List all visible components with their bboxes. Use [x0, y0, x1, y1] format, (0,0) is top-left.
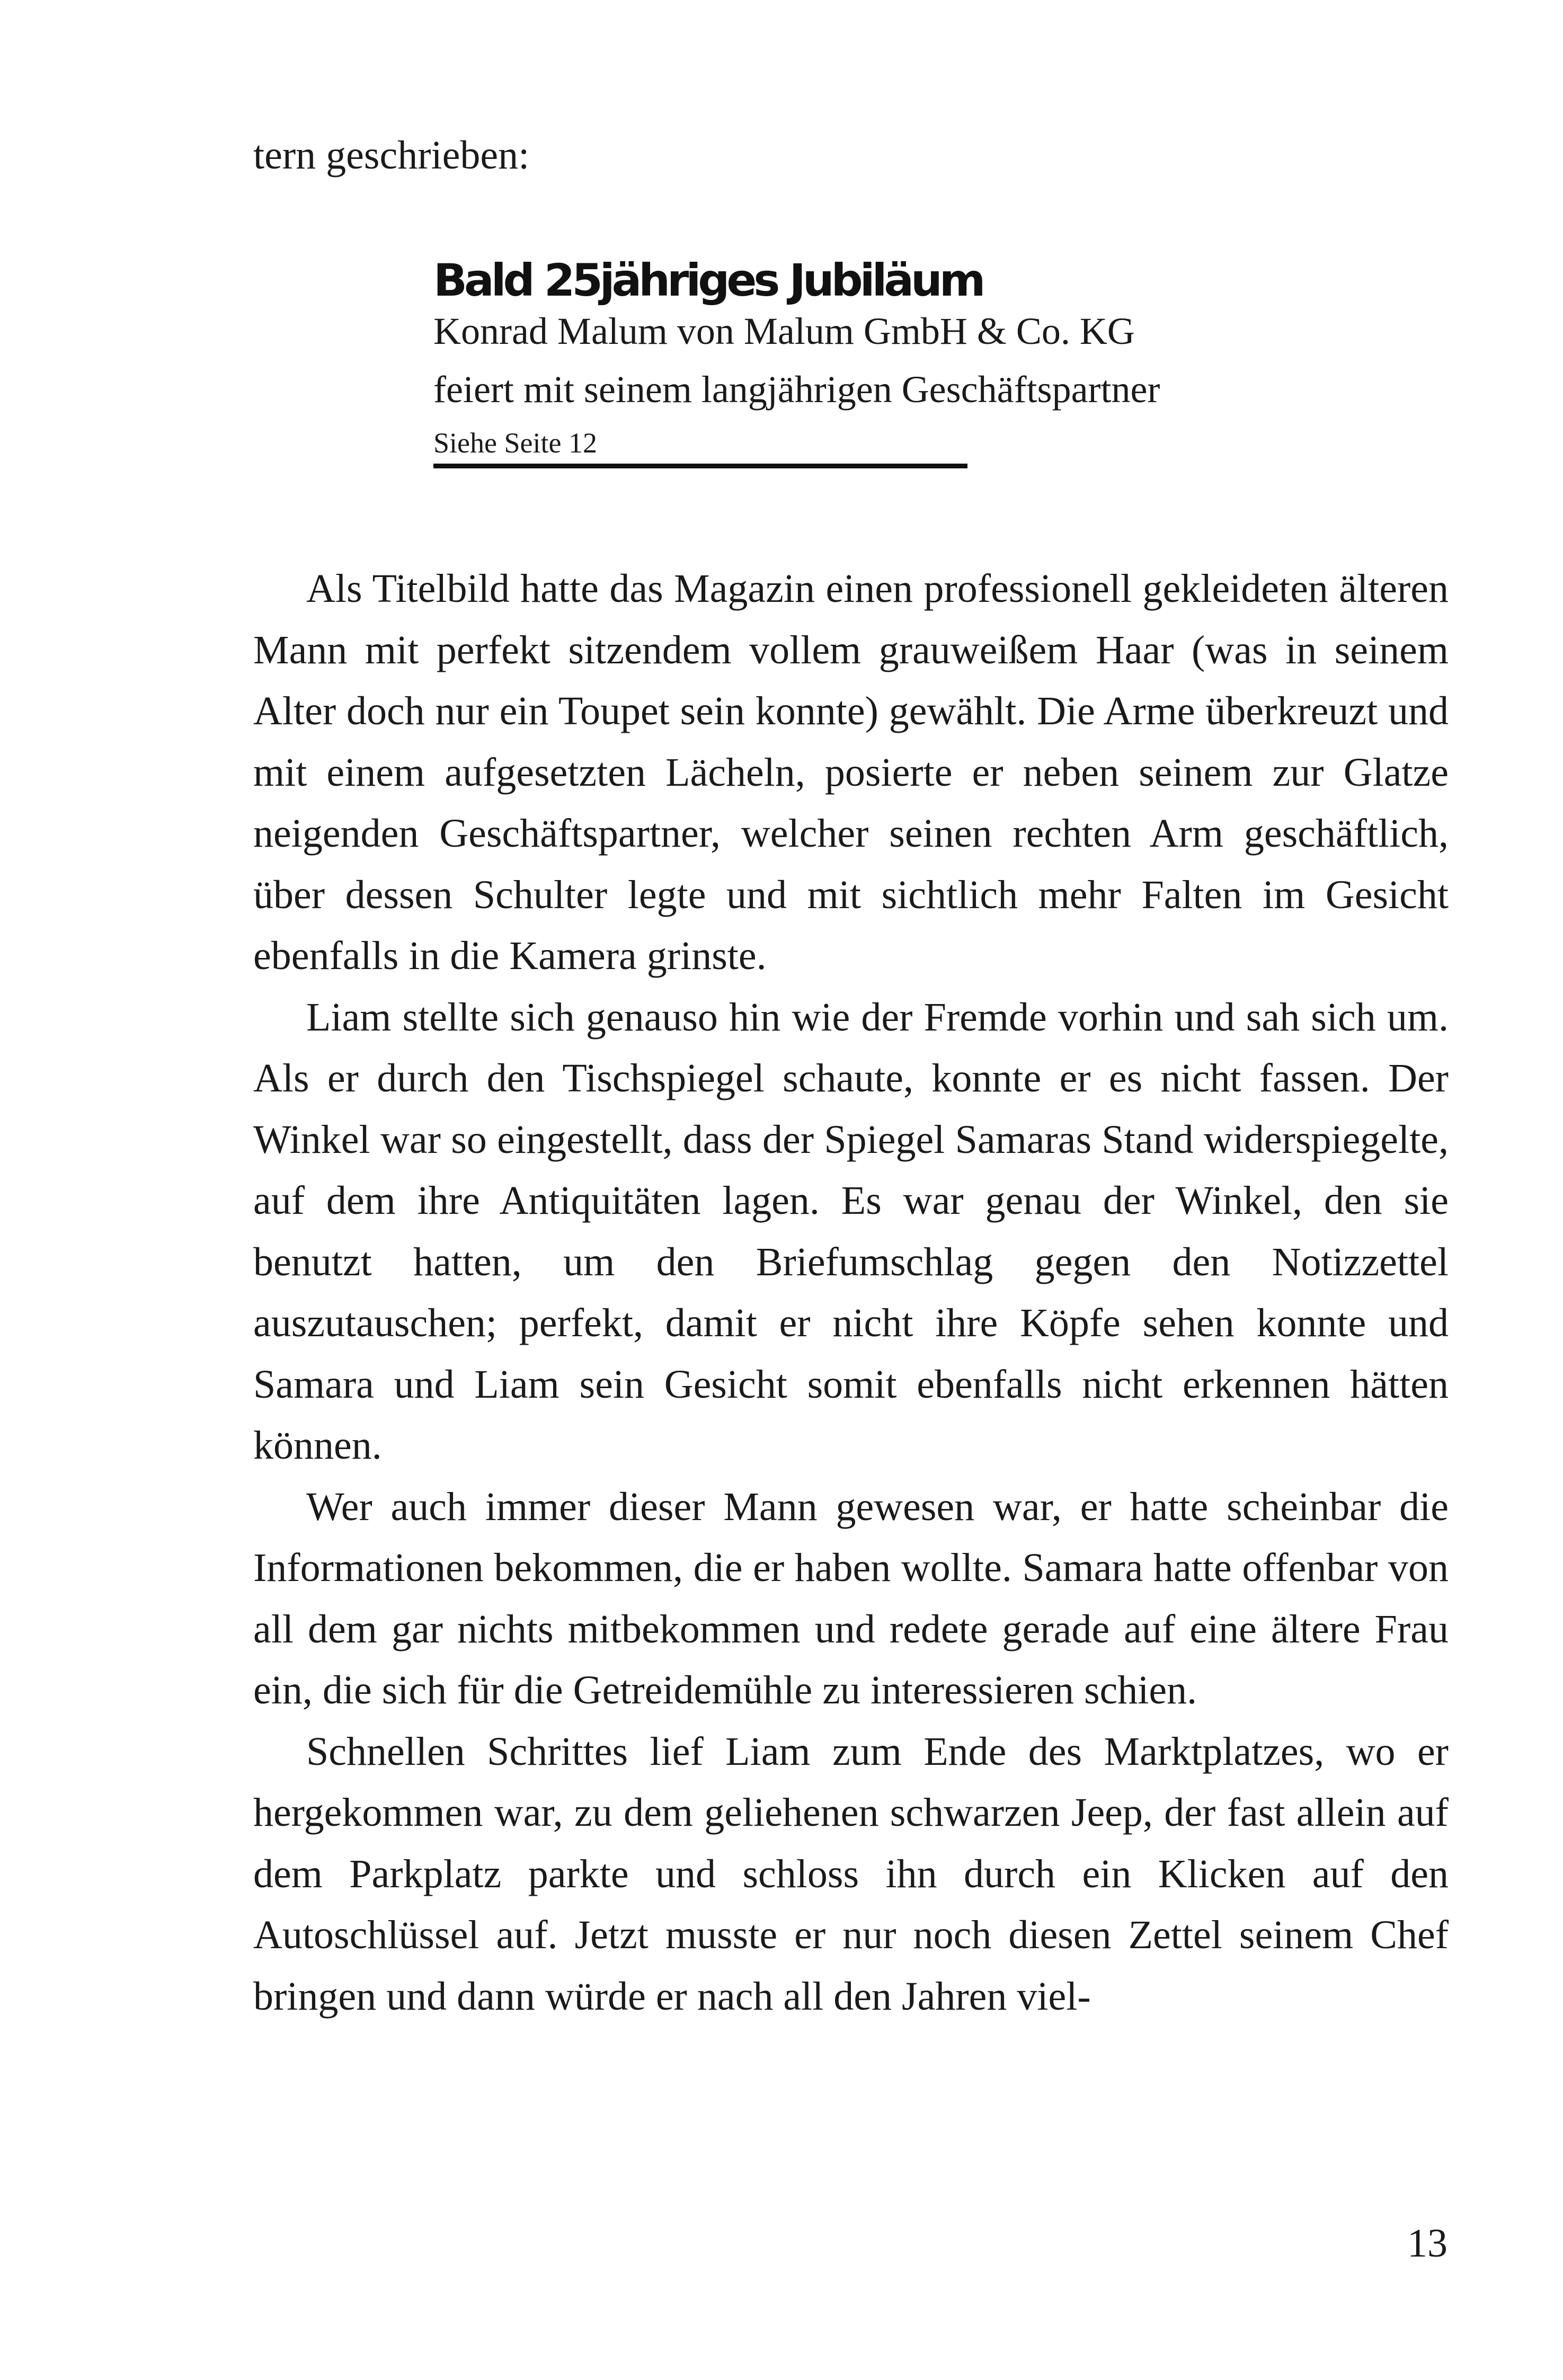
paragraph: Als Titelbild hatte das Magazin einen professionell gekleideten älteren Mann mit perfekt sitzendem vollem grauweißem Haar (was in seinem Alter doch nur ein Toupet sein konnte) gewählt. Die Arme überkreuzt und mit einem aufgesetzten Lächeln, posierte er neben seinem zur Glatze neigenden Geschäftspartner, welcher seinen rechten Arm geschäftlich, über dessen Schulter legte und mit sichtlich mehr Falten im Gesicht ebenfalls in die Kamera grinste. — [253, 566, 1449, 978]
paragraph: Wer auch immer dieser Mann gewesen war, er hatte scheinbar die Informationen bekommen, die er haben wollte. Samara hatte offenbar von all dem gar nichts mitbekommen und redete gerade auf eine ältere Frau ein, die sich für die Getreidemühle zu interessieren schien. — [253, 1484, 1449, 1712]
clipping-subline-1: Konrad Malum von Malum GmbH & Co. KG — [433, 310, 1135, 352]
paragraph: Liam stellte sich genauso hin wie der Fremde vorhin und sah sich um. Als er durch den Tischspiegel schaute, konnte er es nicht fassen. Der Winkel war so eingestellt, dass der Spiegel Samaras Stand widerspiegelte, auf dem ihre Antiquitäten lagen. Es war genau der Winkel, den sie benutzt hatten, um den Briefumschlag gegen den Notizzettel auszutauschen; perfekt, damit er nicht ihre Köpfe sehen konnte und Samara und Liam sein Gesicht somit ebenfalls nicht erkennen hätten können. — [253, 994, 1449, 1468]
page-number: 13 — [1407, 2221, 1447, 2266]
newspaper-clipping — [433, 254, 1281, 468]
continuation-line: tern geschrieben: — [253, 133, 530, 177]
clipping-page-reference: Siehe Seite 12 — [433, 427, 597, 459]
paragraph: Schnellen Schrittes lief Liam zum Ende des Marktplatzes, wo er hergekommen war, zu dem geliehenen schwarzen Jeep, der fast allein auf dem Parkplatz parkte und schloss ihn durch ein Klicken auf den Autoschlüssel auf. Jetzt musste er nur noch diesen Zettel seinem Chef bringen und dann würde er nach all den Jahren viel- — [253, 1729, 1449, 2019]
clipping-underline-rule — [433, 464, 967, 468]
clipping-headline: Bald 25jähriges Jubiläum — [433, 254, 983, 306]
body-text — [253, 558, 1449, 2027]
clipping-subline-2: feiert mit seinem langjährigen Geschäftspartner — [433, 368, 1160, 411]
